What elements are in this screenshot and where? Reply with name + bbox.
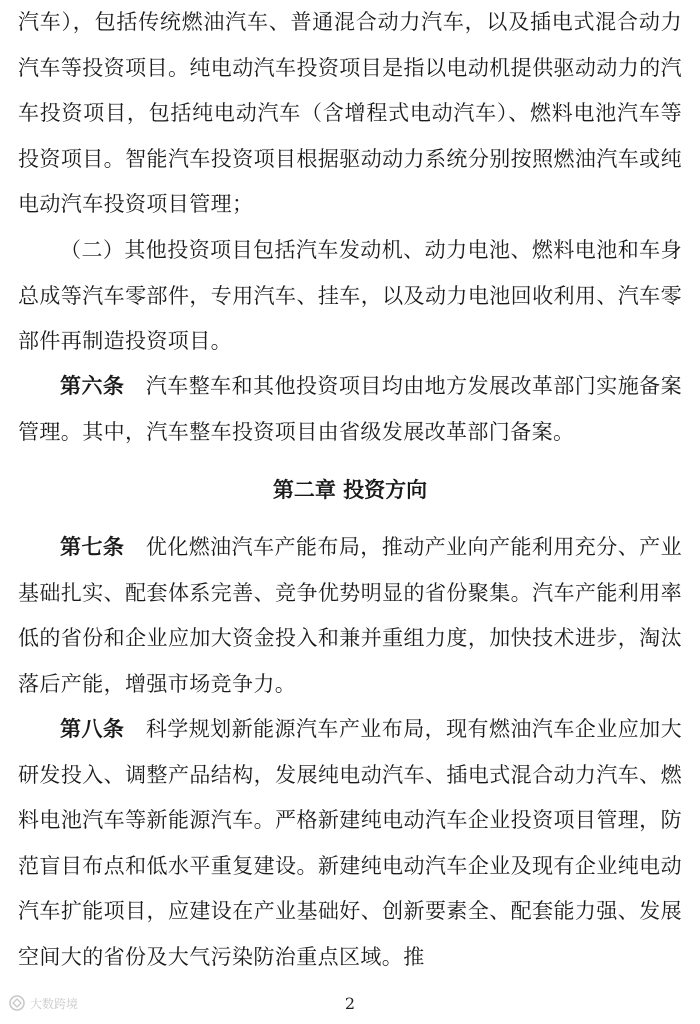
article-number: 第八条 — [60, 717, 125, 741]
chapter-heading: 第二章 投资方向 — [272, 478, 428, 502]
paragraph-text: 汽车整车和其他投资项目均由地方发展改革部门实施备案管理。其中，汽车整车投资项目由省级发展改革部门备案。 — [18, 374, 683, 444]
paragraph-text: 汽车），包括传统燃油汽车、普通混合动力汽车，以及插电式混合动力汽车等投资项目。纯电动汽车投资项目是指以电动机提供驱动动力的汽车投资项目，包括纯电动汽车（含增程式电动汽车）、燃料电池汽车等投资项目。智能汽车投资项目根据驱动动力系统分别按照燃油汽车或纯电动汽车投资项目管理； — [18, 10, 682, 216]
paragraph-item-two — [18, 228, 682, 365]
paragraph-continuation — [18, 0, 682, 228]
paragraph-text: 科学规划新能源汽车产业布局，现有燃油汽车企业应加大研发投入、调整产品结构，发展纯电动汽车、插电式混合动力汽车、燃料电池汽车等新能源汽车。严格新建纯电动汽车企业投资项目管理，防范盲目布点和低水平重复建设。新建纯电动汽车企业及现有企业纯电动汽车扩能项目，应建设在产业基础好、创新要素全、配套能力强、发展空间大的省份及大气污染防治重点区域。推 — [18, 717, 683, 969]
watermark-logo-icon — [8, 994, 26, 1012]
article-number: 第七条 — [60, 535, 125, 559]
watermark — [8, 994, 78, 1012]
paragraph-article-6 — [18, 364, 682, 455]
paragraph-text: 优化燃油汽车产能布局，推动产业向产能利用充分、产业基础扎实、配套体系完善、竞争优势明显的省份聚集。汽车产能利用率低的省份和企业应加大资金投入和兼并重组力度，加快技术进步，淘汰落后产能，增强市场竞争力。 — [18, 535, 683, 696]
paragraph-article-8 — [18, 707, 682, 980]
watermark-text: 大数跨境 — [30, 996, 79, 1011]
article-number: 第六条 — [60, 374, 125, 398]
page-number: 2 — [344, 994, 356, 1013]
paragraph-article-7 — [18, 525, 682, 707]
paragraph-text: （二）其他投资项目包括汽车发动机、动力电池、燃料电池和车身总成等汽车零部件，专用汽车、挂车，以及动力电池回收利用、汽车零部件再制造投资项目。 — [18, 238, 682, 353]
